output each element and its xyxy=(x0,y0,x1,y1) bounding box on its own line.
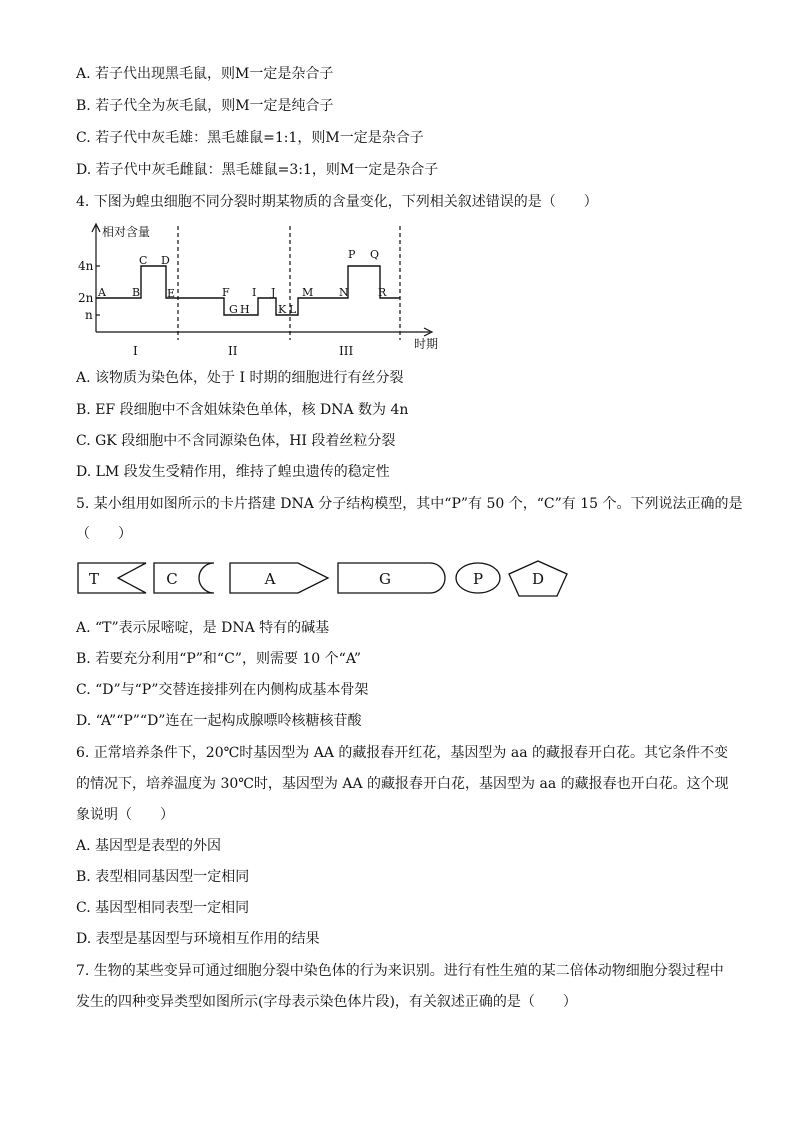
q5-stem-line1: 5. 某小组用如图所示的卡片搭建 DNA 分子结构模型，其中“P”有 50 个，“C”有 15 个。下列说法正确的是 xyxy=(76,496,743,512)
point-E: E xyxy=(167,287,176,300)
q3-option-c: C. 若子代中灰毛雄：黑毛雄鼠=1:1，则M一定是杂合子 xyxy=(76,130,424,146)
q6-stem-line3: 象说明（ ） xyxy=(76,807,174,823)
q4-chart xyxy=(76,218,456,358)
point-H: H xyxy=(240,303,250,316)
q4-option-d: D. LM 段发生受精作用，维持了蝗虫遗传的稳定性 xyxy=(76,464,390,480)
point-J: J xyxy=(271,286,276,299)
q7-stem-line2: 发生的四种变异类型如图所示(字母表示染色体片段)，有关叙述正确的是（ ） xyxy=(76,994,577,1010)
chart-phase-1: I xyxy=(133,344,138,358)
q5-option-b: B. 若要充分利用“P”和“C”，则需要 10 个“A” xyxy=(76,651,362,667)
chart-xlabel: 时期 xyxy=(414,337,439,351)
q5-option-c: C. “D”与“P”交替连接排列在内侧构成基本骨架 xyxy=(76,682,369,698)
point-F: F xyxy=(222,286,230,299)
chart-phase-2: II xyxy=(228,344,238,358)
q3-option-d: D. 若子代中灰毛雌鼠：黑毛雄鼠=3:1，则M一定是杂合子 xyxy=(76,162,439,178)
q6-option-a: A. 基因型是表型的外因 xyxy=(76,838,222,854)
chart-ytick-2n: 2n xyxy=(78,291,94,305)
point-M: M xyxy=(302,286,314,299)
q7-stem-line1: 7. 生物的某些变异可通过细胞分裂中染色体的行为来识别。进行有性生殖的某二倍体动物细胞分裂过程中 xyxy=(76,963,724,979)
point-R: R xyxy=(378,286,387,299)
q4-option-b: B. EF 段细胞中不含姐妹染色单体，核 DNA 数为 4n xyxy=(76,402,409,418)
q6-stem-line2: 的情况下，培养温度为 30℃时，基因型为 AA 的藏报春开白花，基因型为 aa 的藏报春也开白花。这个现 xyxy=(76,776,729,792)
card-A: A xyxy=(264,570,276,588)
q4-option-a: A. 该物质为染色体，处于 I 时期的细胞进行有丝分裂 xyxy=(76,370,404,386)
card-C-shape xyxy=(154,563,214,593)
card-D: D xyxy=(531,570,545,588)
q6-option-c: C. 基因型相同表型一定相同 xyxy=(76,900,250,916)
point-A: A xyxy=(98,286,106,299)
q4-option-c: C. GK 段细胞中不含同源染色体，HI 段着丝粒分裂 xyxy=(76,433,396,449)
card-G-shape xyxy=(338,563,445,593)
point-I: I xyxy=(252,286,257,299)
card-P: P xyxy=(472,570,484,588)
q6-stem-line1: 6. 正常培养条件下，20℃时基因型为 AA 的藏报春开红花，基因型为 aa 的藏报春开白花。其它条件不变 xyxy=(76,745,728,761)
q5-option-d: D. “A”“P”“D”连在一起构成腺嘌呤核糖核苷酸 xyxy=(76,713,362,729)
q4-stem: 4. 下图为蝗虫细胞不同分裂时期某物质的含量变化，下列相关叙述错误的是（ ） xyxy=(76,194,598,210)
card-A-shape xyxy=(230,563,328,593)
point-P: P xyxy=(348,248,356,261)
q3-option-b: B. 若子代全为灰毛鼠，则M一定是纯合子 xyxy=(76,98,334,114)
chart-ytick-n: n xyxy=(85,308,93,322)
point-K: K xyxy=(278,303,287,316)
q5-stem-line2: （ ） xyxy=(76,526,132,542)
q5-cards xyxy=(74,556,574,600)
point-C: C xyxy=(139,254,148,267)
point-L: L xyxy=(289,303,297,316)
point-B: B xyxy=(132,286,141,299)
q3-option-a: A. 若子代出现黑毛鼠，则M一定是杂合子 xyxy=(76,66,334,82)
point-Q: Q xyxy=(370,248,380,261)
card-T: T xyxy=(88,570,100,588)
q6-option-b: B. 表型相同基因型一定相同 xyxy=(76,869,250,885)
point-N: N xyxy=(339,286,349,299)
point-G: G xyxy=(229,303,238,316)
chart-phase-3: III xyxy=(339,344,354,358)
card-G: G xyxy=(379,570,391,588)
chart-ytick-4n: 4n xyxy=(78,259,94,273)
chart-ylabel: 相对含量 xyxy=(102,225,151,239)
card-C: C xyxy=(166,570,178,588)
q5-option-a: A. “T”表示尿嘧啶，是 DNA 特有的碱基 xyxy=(76,620,330,636)
q6-option-d: D. 表型是基因型与环境相互作用的结果 xyxy=(76,931,320,947)
point-D: D xyxy=(161,254,170,267)
